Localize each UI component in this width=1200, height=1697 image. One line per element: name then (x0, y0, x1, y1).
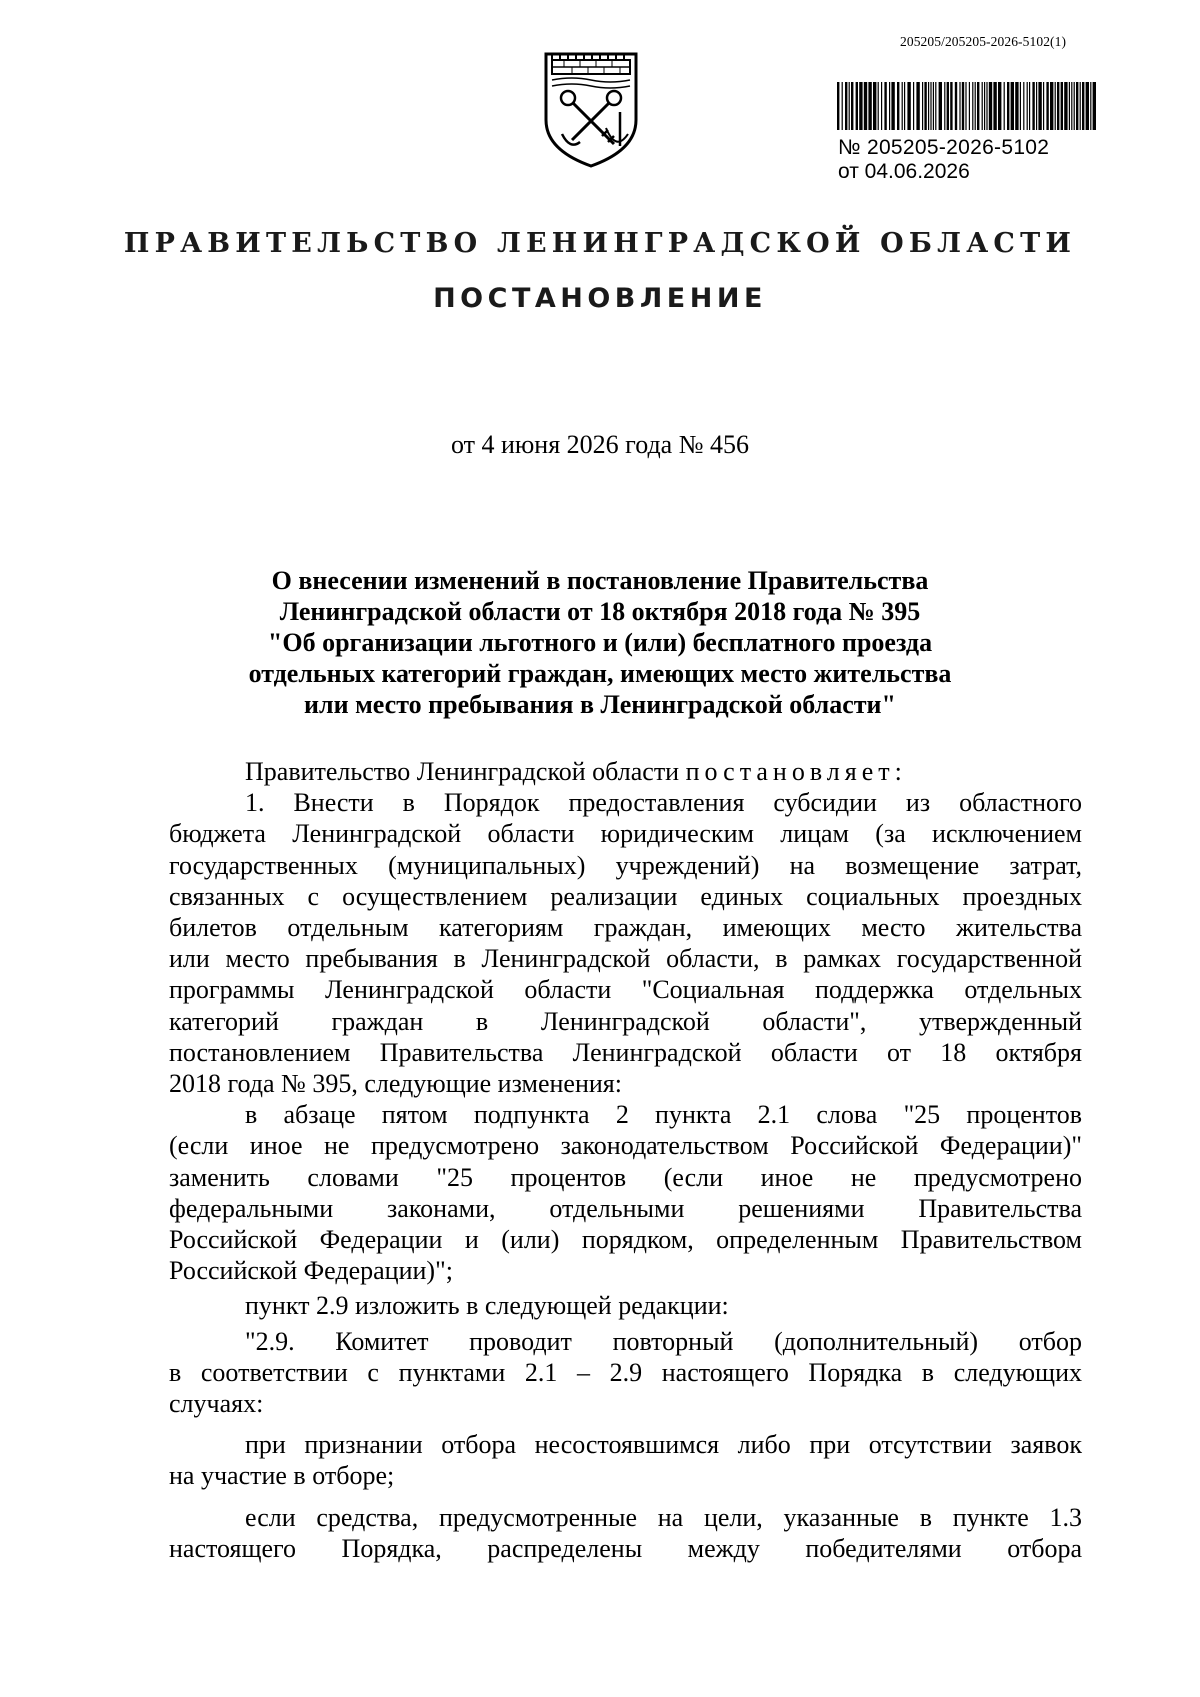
barcode-bar (837, 82, 839, 130)
barcode-bar (1011, 82, 1014, 130)
barcode-bar (868, 82, 871, 130)
barcode-bar (1020, 82, 1021, 130)
barcode-bar (989, 82, 992, 130)
preamble-emphasis: постановляет: (685, 757, 907, 786)
subject-line: О внесении изменений в постановление Правительства (271, 566, 929, 595)
document-date-number: от 4 июня 2026 года № 456 (450, 430, 750, 459)
barcode-bar (1023, 82, 1024, 130)
barcode-bar (993, 82, 996, 130)
barcode-bar (1090, 82, 1091, 130)
barcode-bar (1038, 82, 1041, 130)
barcode-bar (1036, 82, 1037, 130)
paragraph-line: постановлением Правительства Ленинградской области от 18 октября (169, 1037, 1082, 1067)
barcode-bar (924, 82, 926, 130)
paragraph-line: Российской Федерации и (или) порядком, определенным Правительством (169, 1225, 1082, 1255)
paragraph-line: категорий граждан в Ленинградской области", утвержденный (169, 1006, 1082, 1036)
paragraph-line: государственных (муниципальных) учреждений) на возмещение затрат, (169, 850, 1082, 880)
barcode-bar (1004, 82, 1005, 130)
barcode-bar (1071, 82, 1072, 130)
barcode-date: от 04.06.2026 (838, 160, 970, 183)
barcode-bar (1055, 82, 1056, 130)
barcode-bar (969, 82, 970, 130)
barcode-bar (1082, 82, 1084, 130)
barcode-bar (1093, 82, 1096, 130)
paragraph-line: в абзаце пятом подпункта 2 пункта 2.1 слова "25 процентов (245, 1100, 1082, 1130)
paragraph-line: или место пребывания в Ленинградской области, в рамках государственной (169, 944, 1082, 974)
barcode-bar (884, 82, 886, 130)
barcode-bar (881, 82, 882, 130)
barcode-bar (928, 82, 929, 130)
barcode-bar (864, 82, 867, 130)
barcode-bar (986, 82, 987, 130)
paragraph-line: случаях: (169, 1389, 264, 1419)
barcode-bar (859, 82, 862, 130)
paragraph-line: пункт 2.9 изложить в следующей редакции: (245, 1291, 729, 1321)
paragraph-line: 1. Внести в Порядок предоставления субсидии из областного (245, 788, 1082, 818)
barcode-bar (947, 82, 949, 130)
barcode-bar (902, 82, 903, 130)
barcode-bar (955, 82, 957, 130)
barcode-bar (878, 82, 879, 130)
barcode-bar (950, 82, 952, 130)
barcode-bar (845, 82, 847, 130)
registration-number-top: 205205/205205-2026-5102(1) (900, 34, 1067, 49)
barcode-bar (904, 82, 905, 130)
subject-line: отдельных категорий граждан, имеющих место жительства (248, 659, 952, 688)
barcode-bar (1032, 82, 1034, 130)
barcode-bar (873, 82, 876, 130)
paragraph-line: (если иное не предусмотрено законодательством Российской Федерации)" (169, 1131, 1082, 1161)
barcode-bar (1086, 82, 1089, 130)
barcode-bar (851, 82, 853, 130)
barcode-bar (1015, 82, 1018, 130)
barcode-bar (897, 82, 899, 130)
barcode-bar (907, 82, 910, 130)
barcode-bar (959, 82, 960, 130)
preamble: Правительство Ленинградской области постановляет: (245, 757, 907, 786)
barcode-bar (935, 82, 936, 130)
barcode-bar (1029, 82, 1030, 130)
paragraph-line: Российской Федерации)"; (169, 1256, 453, 1286)
barcode-bar (889, 82, 890, 130)
barcode-bar (1043, 82, 1044, 130)
paragraph-line: настоящего Порядка, распределены между победителями отбора (169, 1533, 1082, 1563)
paragraph-line: при признании отбора несостоявшимся либо при отсутствии заявок (245, 1430, 1082, 1460)
barcode-bar (1061, 82, 1063, 130)
barcode (835, 82, 1097, 130)
barcode-bar (916, 82, 919, 130)
barcode-bar (975, 82, 976, 130)
barcode-bar (965, 82, 966, 130)
barcode-bar (891, 82, 894, 130)
barcode-bar (1080, 82, 1081, 130)
barcode-bar (933, 82, 934, 130)
paragraph-line: федеральными законами, отдельными решениями Правительства (169, 1193, 1082, 1223)
paragraph-line: если средства, предусмотренные на цели, указанные в пункте 1.3 (245, 1502, 1082, 1532)
barcode-bar (842, 82, 843, 130)
barcode-bar (856, 82, 858, 130)
paragraph-line: программы Ленинградской области "Социальная поддержка отдельных (169, 975, 1082, 1005)
barcode-bar (1076, 82, 1078, 130)
subject-line: Ленинградской области от 18 октября 2018 года № 395 (279, 597, 921, 626)
paragraph-line: "2.9. Комитет проводит повторный (дополнительный) отбор (245, 1326, 1082, 1356)
paragraph-line: 2018 года № 395, следующие изменения: (169, 1069, 622, 1099)
document-body (169, 756, 1082, 1564)
document-type: ПОСТАНОВЛЕНИЕ (433, 283, 767, 314)
paragraph-line: бюджета Ленинградской области юридическим лицам (за исключением (169, 819, 1082, 849)
barcode-bar (913, 82, 914, 130)
paragraph-line: на участие в отборе; (169, 1461, 395, 1491)
barcode-bar (984, 82, 985, 130)
barcode-bar (1050, 82, 1053, 130)
organization-title: ПРАВИТЕЛЬСТВО ЛЕНИНГРАДСКОЙ ОБЛАСТИ (123, 228, 1077, 259)
paragraph-line: заменить словами "25 процентов (если иное не предусмотрено (169, 1162, 1082, 1192)
barcode-bar (930, 82, 931, 130)
subject-line: "Об организации льготного и (или) бесплатного проезда (267, 628, 933, 657)
paragraph-line: связанных с осуществлением реализации единых социальных проездных (169, 881, 1082, 911)
barcode-bar (944, 82, 945, 130)
barcode-bar (1007, 82, 1009, 130)
paragraph-line: билетов отдельным категориям граждан, имеющих место жительства (169, 913, 1082, 943)
coat-of-arms-emblem (542, 50, 640, 170)
barcode-number: № 205205-2026-5102 (838, 136, 1050, 159)
barcode-bar (1027, 82, 1028, 130)
barcode-bar (982, 82, 983, 130)
barcode-bar (972, 82, 973, 130)
paragraph-line: в соответствии с пунктами 2.1 – 2.9 настоящего Порядка в следующих (169, 1357, 1082, 1387)
barcode-bar (922, 82, 923, 130)
barcode-bar (962, 82, 964, 130)
document-subject (200, 565, 1000, 720)
barcode-bar (1057, 82, 1059, 130)
barcode-bar (1046, 82, 1048, 130)
barcode-bar (1069, 82, 1070, 130)
barcode-bar (1064, 82, 1067, 130)
barcode-bar (849, 82, 850, 130)
subject-line: или место пребывания в Ленинградской области" (304, 690, 896, 719)
barcode-bar (939, 82, 942, 130)
barcode-bar (977, 82, 979, 130)
barcode-bar (998, 82, 1001, 130)
barcode-bar (1074, 82, 1075, 130)
